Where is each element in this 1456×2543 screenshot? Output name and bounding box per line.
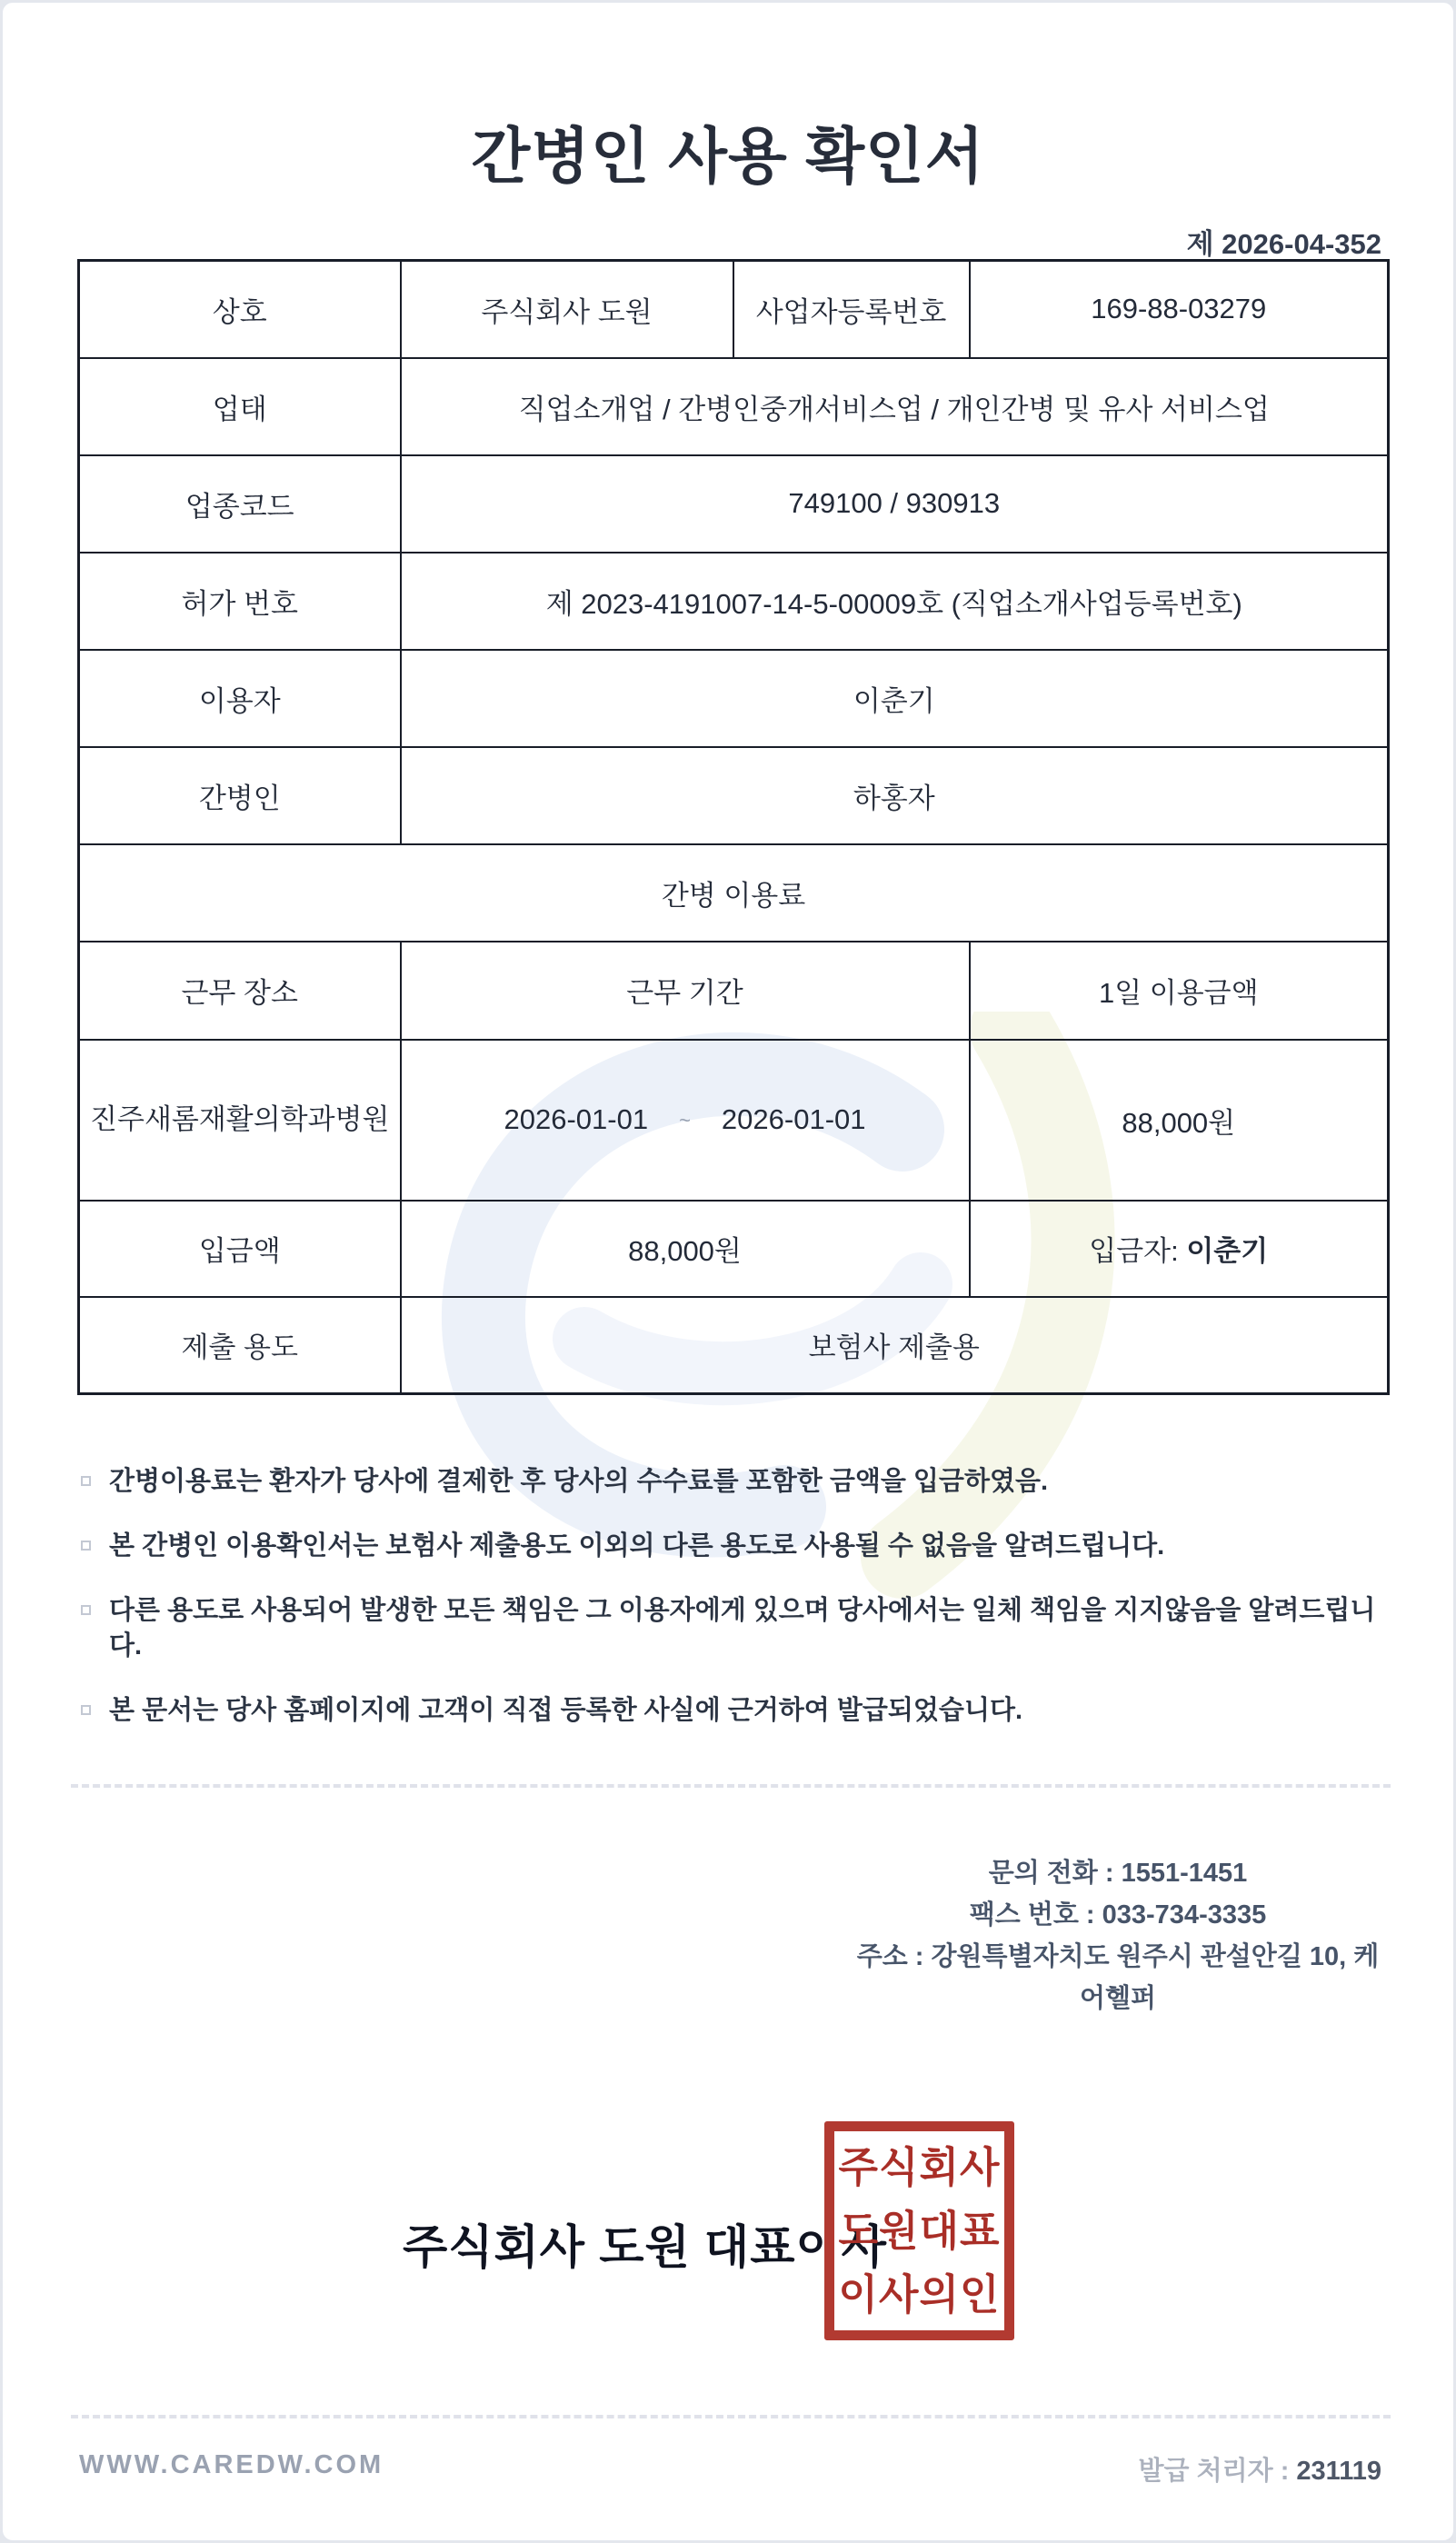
contact-fax: 팩스 번호 : 033-734-3335 — [969, 1900, 1267, 1930]
square-bullet-icon — [81, 1476, 91, 1486]
payer-cell — [970, 1201, 1389, 1297]
work-period-header: 근무 기간 — [401, 942, 970, 1040]
biz-reg-value: 169-88-03279 — [970, 261, 1389, 358]
note-item — [79, 1693, 1388, 1729]
notes-list — [79, 1464, 1388, 1758]
contact-address: 주소 : 강원특별자치도 원주시 관설안길 10, 케어헬퍼 — [856, 1942, 1380, 2013]
deposit-label: 입금액 — [79, 1201, 401, 1297]
industry-code-label: 업종코드 — [79, 455, 401, 553]
stamp-text-line: 도원대표 — [838, 2206, 1001, 2254]
ceo-signature-text: 주식회사 도원 대표이사 — [403, 2221, 887, 2273]
page-title: 간병인 사용 확인서 — [471, 123, 985, 191]
period-end-date: 2026-01-01 — [721, 1103, 866, 1135]
period-start-date: 2026-01-01 — [504, 1103, 649, 1135]
care-fee-section-header: 간병 이용료 — [79, 844, 1389, 942]
payer-label: 입금자: — [1089, 1235, 1179, 1267]
industry-code-value: 749100 / 930913 — [401, 455, 1389, 553]
stamp-text-line: 주식회사 — [838, 2142, 1001, 2190]
note-item — [79, 1529, 1388, 1564]
biz-reg-label: 사업자등록번호 — [733, 261, 970, 358]
work-place-value: 진주새롬재활의학과병원 — [79, 1040, 401, 1201]
purpose-row — [79, 1297, 1389, 1394]
stamp-text-line: 이사의인 — [838, 2269, 1001, 2318]
purpose-value: 보험사 제출용 — [401, 1297, 1389, 1394]
square-bullet-icon — [81, 1605, 91, 1615]
website-url: WWW.CAREDW.COM — [79, 2450, 384, 2479]
dashed-divider — [71, 2415, 1391, 2418]
company-label: 상호 — [79, 261, 401, 358]
note-text: 다른 용도로 사용되어 발생한 모든 책임은 그 이용자에게 있으며 당사에서는 일체 책임을 지지않음을 알려드립니다. — [109, 1596, 1376, 1660]
square-bullet-icon — [81, 1541, 91, 1551]
document-number: 제 2026-04-352 — [1186, 228, 1381, 260]
square-bullet-icon — [81, 1705, 91, 1715]
payer-name: 이춘기 — [1186, 1235, 1269, 1267]
document-page — [2, 2, 1454, 2541]
issuer-value: 231119 — [1296, 2457, 1381, 2486]
work-period-value — [401, 1040, 970, 1201]
note-item — [79, 1464, 1388, 1500]
table-row — [79, 261, 1389, 358]
table-row — [79, 358, 1389, 455]
permit-no-label: 허가 번호 — [79, 553, 401, 650]
table-row — [79, 747, 1389, 844]
company-value: 주식회사 도원 — [401, 261, 733, 358]
dashed-divider — [71, 1784, 1391, 1788]
confirmation-table — [77, 259, 1390, 1395]
note-text: 간병이용료는 환자가 당사에 결제한 후 당사의 수수료를 포함한 금액을 입금하였음. — [109, 1467, 1049, 1496]
note-text: 본 문서는 당사 홈페이지에 고객이 직접 등록한 사실에 근거하여 발급되었습니다. — [109, 1696, 1023, 1725]
note-item — [79, 1593, 1388, 1664]
issuer-label: 발급 처리자 : — [1138, 2457, 1297, 2486]
purpose-label: 제출 용도 — [79, 1297, 401, 1394]
care-data-row — [79, 1040, 1389, 1201]
table-section-row — [79, 844, 1389, 942]
permit-no-value: 제 2023-4191007-14-5-00009호 (직업소개사업등록번호) — [401, 553, 1389, 650]
business-type-value: 직업소개업 / 간병인중개서비스업 / 개인간병 및 유사 서비스업 — [401, 358, 1389, 455]
corporate-seal-stamp — [824, 2121, 1014, 2340]
deposit-row — [79, 1201, 1389, 1297]
user-label: 이용자 — [79, 650, 401, 747]
user-value: 이춘기 — [401, 650, 1389, 747]
table-row — [79, 553, 1389, 650]
table-row — [79, 455, 1389, 553]
deposit-amount: 88,000원 — [401, 1201, 970, 1297]
contact-info — [854, 1852, 1381, 2019]
work-place-header: 근무 장소 — [79, 942, 401, 1040]
caregiver-label: 간병인 — [79, 747, 401, 844]
daily-amount-value: 88,000원 — [970, 1040, 1389, 1201]
caregiver-value: 하홍자 — [401, 747, 1389, 844]
table-subheader-row — [79, 942, 1389, 1040]
period-tilde: ~ — [679, 1109, 691, 1132]
daily-amount-header: 1일 이용금액 — [970, 942, 1389, 1040]
issuer-info — [1139, 2450, 1381, 2488]
contact-phone: 문의 전화 : 1551-1451 — [988, 1859, 1248, 1888]
business-type-label: 업태 — [79, 358, 401, 455]
table-row — [79, 650, 1389, 747]
note-text: 본 간병인 이용확인서는 보험사 제출용도 이외의 다른 용도로 사용될 수 없음을 알려드립니다. — [109, 1531, 1165, 1561]
